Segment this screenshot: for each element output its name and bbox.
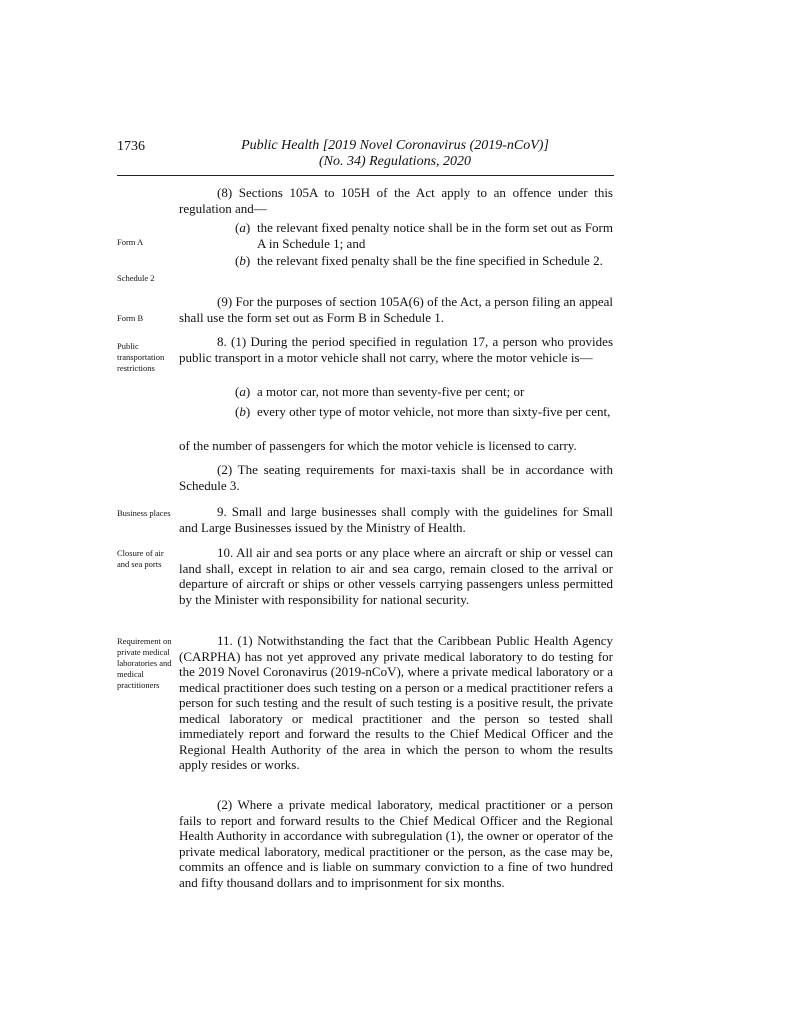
item-label: ( b ) [235,404,250,420]
item-text: every other type of motor vehicle, not more than sixty-five per cent, [257,404,611,419]
regulation-10: 10. All air and sea ports or any place where an aircraft or ship or vessel can land shall, except in relation to air and sea cargo, remain closed to the arrival or departure of aircraft or ships or other vessels carrying passengers unless permitted by the Minister with responsibility for national security. [179,545,613,607]
item-label: ( b ) [235,253,250,269]
running-title-line-1: Public Health [2019 Novel Coronavirus (2019-nCoV)] [241,138,549,153]
page-number: 1736 [117,139,145,154]
margin-note-schedule-2: Schedule 2 [117,273,155,283]
paragraph-9: (9) For the purposes of section 105A(6) of the Act, a person filing an appeal shall use the form set out as Form B in Schedule 1. [179,294,613,325]
regulation-8-item-b [235,404,613,420]
margin-note-form-b: Form B [117,313,144,323]
regulation-9: 9. Small and large businesses shall comply with the guidelines for Small and Large Businesses issued by the Ministry of Health. [179,504,613,535]
regulation-8-tail: of the number of passengers for which the motor vehicle is licensed to carry. [179,438,577,453]
regulation-8-1: 8. (1) During the period specified in regulation 17, a person who provides public transport in a motor vehicle shall not carry, where the motor vehicle is— [179,334,613,365]
running-title [200,138,590,170]
paragraph-8-item-b [235,253,613,269]
item-label: ( a ) [235,384,250,400]
item-text: the relevant fixed penalty shall be the fine specified in Schedule 2. [257,253,603,268]
item-text: a motor car, not more than seventy-five per cent; or [257,384,525,399]
margin-note-requirement-labs: Requirement on private medical laboratories and medical practitioners [117,636,172,690]
header-rule [117,175,614,176]
item-text: the relevant fixed penalty notice shall be in the form set out as Form A in Schedule 1; and [257,220,613,251]
regulation-8-item-a [235,384,613,400]
regulation-8-2: (2) The seating requirements for maxi-taxis shall be in accordance with Schedule 3. [179,462,613,493]
margin-note-business-places: Business places [117,508,171,518]
regulation-11-1: 11. (1) Notwithstanding the fact that the Caribbean Public Health Agency (CARPHA) has not yet approved any private medical laboratory to do testing for the 2019 Novel Coronavirus (2019-nCoV), where a private medical laboratory or a medical practitioner does such testing on a person or a medical practitioner refers a person for such testing and the result of such testing is a positive result, the private medical laboratory or medical practitioner and the person so tested shall immediately report and forward the results to the Chief Medical Officer and the Regional Health Authority of the area in which the person to whom the results apply resides or works. [179,633,613,772]
paragraph-8-item-a [235,220,613,251]
item-label: ( a ) [235,220,250,236]
paragraph-8: (8) Sections 105A to 105H of the Act apply to an offence under this regulation and— [179,185,613,216]
running-title-line-2: (No. 34) Regulations, 2020 [318,154,472,169]
margin-note-public-transport: Public transportation restrictions [117,341,165,373]
regulation-11-2: (2) Where a private medical laboratory, medical practitioner or a person fails to report and forward results to the Chief Medical Officer and the Regional Health Authority in accordance with subregulation (1), the owner or operator of the private medical laboratory, medical practitioner or the person, as the case may be, commits an offence and is liable on summary conviction to a fine of two hundred and fifty thousand dollars and to imprisonment for six months. [179,797,613,890]
margin-note-form-a: Form A [117,237,144,247]
margin-note-closure-ports: Closure of air and sea ports [117,548,164,569]
